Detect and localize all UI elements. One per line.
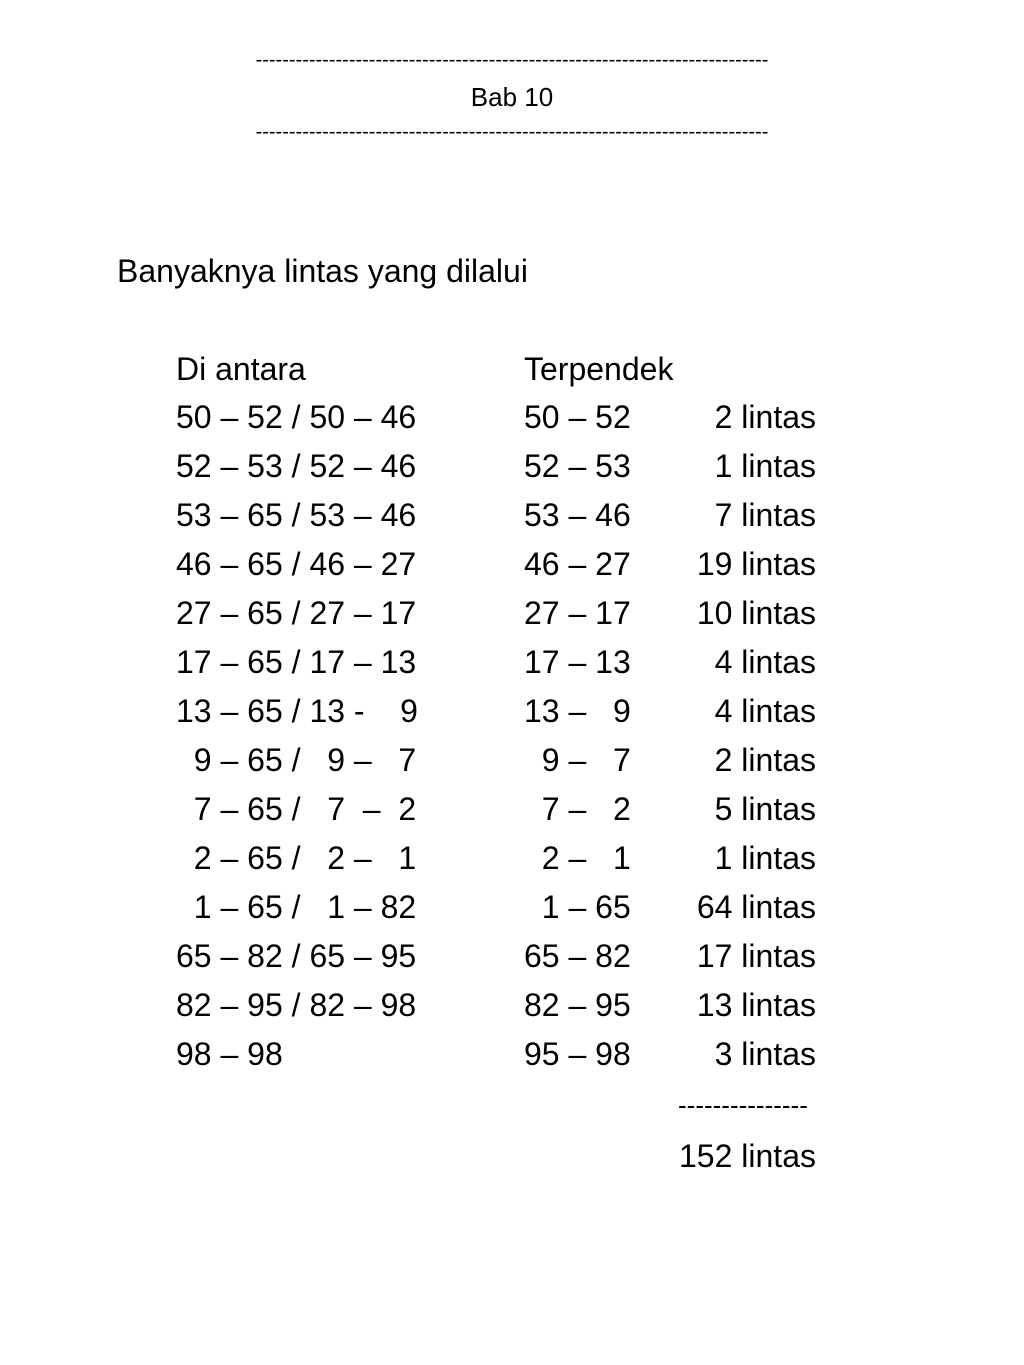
- between-cell: 50 – 52 / 50 – 46: [176, 399, 417, 435]
- shortest-cell: 50 – 52: [524, 399, 631, 435]
- table-row: [0, 643, 1024, 692]
- total-count: 152 lintas: [679, 1138, 816, 1174]
- table-row: [0, 692, 1024, 741]
- between-cell: 46 – 65 / 46 – 27: [176, 546, 417, 582]
- between-cell: 17 – 65 / 17 – 13: [176, 644, 417, 680]
- between-cell: 65 – 82 / 65 – 95: [176, 938, 417, 974]
- between-cell: 82 – 95 / 82 – 98: [176, 987, 417, 1023]
- bottom-divider: -----------------------------------------------------------------------------: [255, 121, 769, 143]
- total-divider: ---------------: [678, 1090, 808, 1120]
- count-cell: 64 lintas: [696, 889, 816, 925]
- shortest-cell: 2 – 1: [524, 840, 631, 876]
- shortest-cell: 1 – 65: [524, 889, 631, 925]
- table-row: [0, 447, 1024, 496]
- count-cell: 17 lintas: [696, 938, 816, 974]
- count-cell: 3 lintas: [714, 1036, 816, 1072]
- table-row: [0, 496, 1024, 545]
- between-cell: 52 – 53 / 52 – 46: [176, 448, 417, 484]
- between-cell: 13 – 65 / 13 - 9: [176, 693, 418, 729]
- table-row: [0, 937, 1024, 986]
- count-cell: 7 lintas: [714, 497, 816, 533]
- table-row: [0, 839, 1024, 888]
- count-cell: 2 lintas: [714, 399, 816, 435]
- top-divider: -----------------------------------------------------------------------------: [255, 49, 769, 71]
- shortest-cell: 9 – 7: [524, 742, 631, 778]
- column-header-shortest: Terpendek: [524, 351, 674, 387]
- between-cell: 9 – 65 / 9 – 7: [176, 742, 417, 778]
- shortest-cell: 52 – 53: [524, 448, 631, 484]
- shortest-cell: 46 – 27: [524, 546, 631, 582]
- table-row: [0, 741, 1024, 790]
- between-cell: 27 – 65 / 27 – 17: [176, 595, 417, 631]
- column-header-between: Di antara: [176, 351, 306, 387]
- table-row: [0, 986, 1024, 1035]
- count-cell: 5 lintas: [714, 791, 816, 827]
- shortest-cell: 65 – 82: [524, 938, 631, 974]
- count-cell: 4 lintas: [714, 693, 816, 729]
- between-cell: 53 – 65 / 53 – 46: [176, 497, 417, 533]
- between-cell: 2 – 65 / 2 – 1: [176, 840, 417, 876]
- count-cell: 1 lintas: [714, 840, 816, 876]
- table-row: [0, 398, 1024, 447]
- between-cell: 98 – 98: [176, 1036, 283, 1072]
- table-row: [0, 790, 1024, 839]
- table-row: [0, 545, 1024, 594]
- chapter-title: Bab 10: [470, 82, 554, 112]
- shortest-cell: 95 – 98: [524, 1036, 631, 1072]
- count-cell: 1 lintas: [714, 448, 816, 484]
- between-cell: 7 – 65 / 7 – 2: [176, 791, 417, 827]
- table-row: [0, 888, 1024, 937]
- route-table: [0, 398, 1024, 1084]
- section-heading: Banyaknya lintas yang dilalui: [117, 253, 528, 289]
- shortest-cell: 13 – 9: [524, 693, 631, 729]
- count-cell: 19 lintas: [696, 546, 816, 582]
- table-row: [0, 594, 1024, 643]
- shortest-cell: 7 – 2: [524, 791, 631, 827]
- shortest-cell: 27 – 17: [524, 595, 631, 631]
- between-cell: 1 – 65 / 1 – 82: [176, 889, 417, 925]
- count-cell: 10 lintas: [696, 595, 816, 631]
- count-cell: 4 lintas: [714, 644, 816, 680]
- shortest-cell: 53 – 46: [524, 497, 631, 533]
- count-cell: 13 lintas: [696, 987, 816, 1023]
- shortest-cell: 17 – 13: [524, 644, 631, 680]
- count-cell: 2 lintas: [714, 742, 816, 778]
- table-row: [0, 1035, 1024, 1084]
- shortest-cell: 82 – 95: [524, 987, 631, 1023]
